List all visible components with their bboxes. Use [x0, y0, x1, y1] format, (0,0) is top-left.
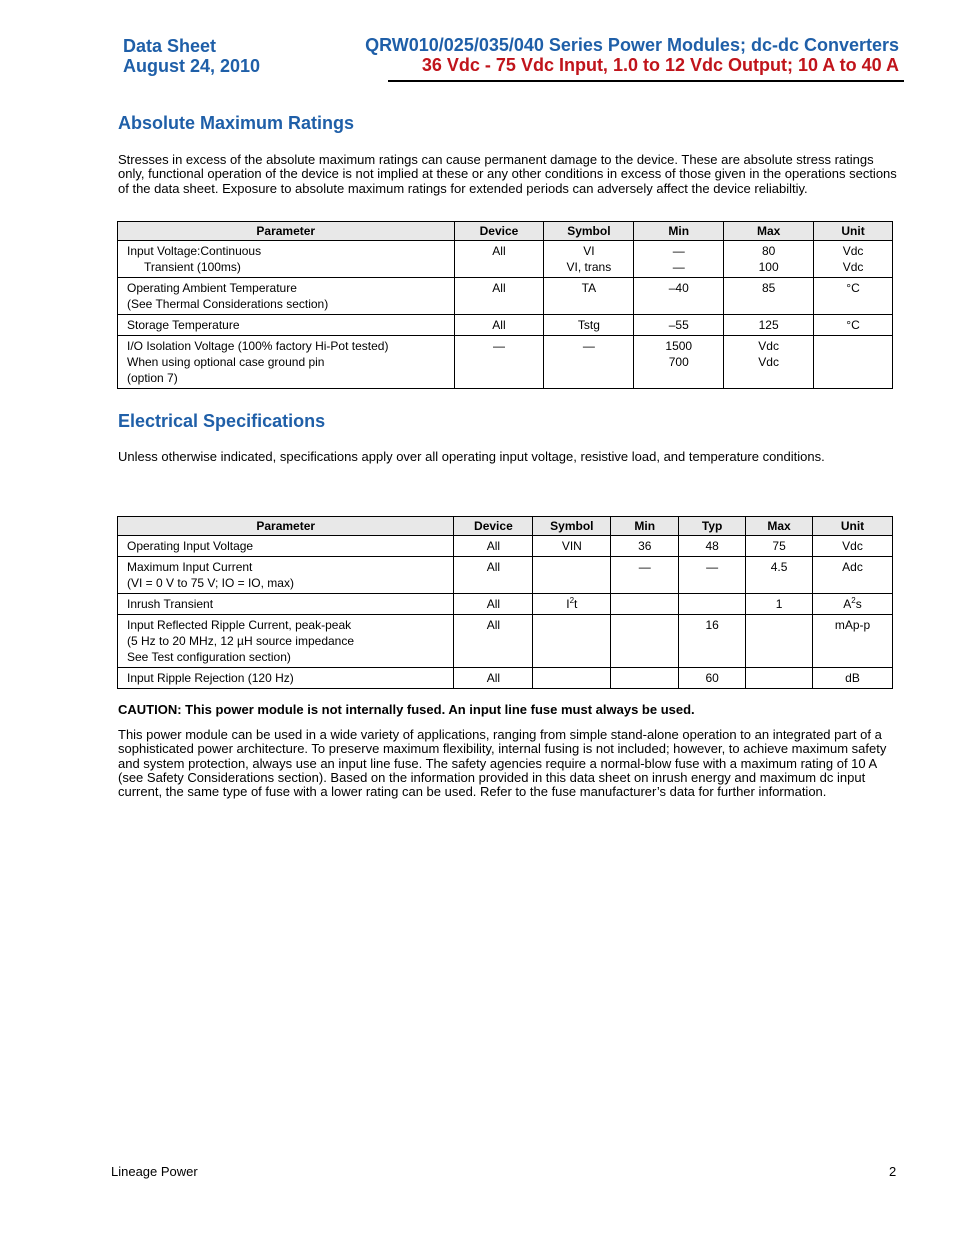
device-cell: All	[454, 241, 544, 278]
unit-base: A	[843, 597, 852, 611]
unit-tail: s	[855, 597, 862, 611]
device-cell: —	[454, 336, 544, 389]
max-cell: 75	[746, 536, 813, 557]
param-cell	[118, 278, 455, 315]
page-number: 2	[889, 1164, 897, 1179]
param-line: (5 Hz to 20 MHz, 12 µH source impedance	[127, 634, 355, 648]
unit-cell: mAp-p	[813, 615, 893, 668]
min-cell	[634, 336, 724, 389]
footer-company: Lineage Power	[111, 1164, 198, 1179]
symbol-cell: TA	[544, 278, 634, 315]
col-header: Typ	[679, 517, 746, 536]
unit-cell	[814, 241, 893, 278]
symbol-line: VI, trans	[566, 260, 612, 274]
unit-cell	[813, 594, 893, 615]
symbol-cell	[544, 241, 634, 278]
param-cell	[118, 241, 455, 278]
max-cell: 85	[724, 278, 814, 315]
doc-date: August 24, 2010	[123, 56, 261, 76]
min-cell: –40	[634, 278, 724, 315]
es-table	[117, 516, 893, 689]
amr-heading: Absolute Maximum Ratings	[118, 113, 355, 133]
unit-cell: Vdc	[813, 536, 893, 557]
symbol-cell	[533, 615, 611, 668]
table-row	[118, 241, 893, 278]
unit-cell	[814, 336, 893, 389]
unit-cell: °C	[814, 315, 893, 336]
symbol-sup: 2	[569, 596, 575, 605]
unit-cell: Adc	[813, 557, 893, 594]
col-header: Unit	[813, 517, 893, 536]
param-cell: Inrush Transient	[118, 594, 454, 615]
col-header: Symbol	[533, 517, 611, 536]
table-row	[118, 278, 893, 315]
symbol-line: VI	[583, 244, 595, 258]
doc-type: Data Sheet	[123, 36, 217, 56]
col-header: Min	[611, 517, 679, 536]
table-row	[118, 315, 893, 336]
amr-intro: Stresses in excess of the absolute maximum ratings can cause permanent damage to the device. These are absolute stress ratings only, functional operation of the device is not implied at these or any other conditions in excess of those given in the operations sections of the data sheet. Exposure to absolute maximum ratings for extended periods can adversely affect the device reliabiltiy.	[118, 152, 897, 196]
min-cell: –55	[634, 315, 724, 336]
body-paragraph: This power module can be used in a wide variety of applications, ranging from simple stand-alone operation to an integrated part of a sophisticated power architecture. To preserve maximum flexibility, internal fusing is not included; however, to achieve maximum safety and system protection, always use an input line fuse. The safety agencies require a normal-blow fuse with a maximum rating of 10 A (see Safety Considerations section). Based on the information provided in this data sheet on inrush energy and maximum dc input current, the same type of fuse with a lower rating can be used. Refer to the fuse manufacturer’s data for further information.	[118, 727, 887, 800]
unit-sup: 2	[851, 596, 856, 605]
doc-subtitle: 36 Vdc - 75 Vdc Input, 1.0 to 12 Vdc Output; 10 A to 40 A	[421, 55, 899, 75]
param-cell	[118, 615, 454, 668]
col-header: Min	[634, 222, 724, 241]
col-header: Parameter	[118, 517, 454, 536]
col-header: Device	[454, 517, 533, 536]
table-header-row	[118, 517, 893, 536]
device-cell: All	[454, 278, 544, 315]
param-line: (See Thermal Considerations section)	[127, 297, 329, 311]
unit-line: Vdc	[842, 260, 864, 274]
max-cell	[724, 241, 814, 278]
param-line: (option 7)	[127, 371, 178, 385]
max-line: Vdc	[758, 355, 779, 369]
device-cell: All	[454, 557, 533, 594]
col-header: Max	[746, 517, 813, 536]
unit-cell: °C	[814, 278, 893, 315]
es-heading: Electrical Specifications	[118, 411, 326, 431]
col-header: Symbol	[544, 222, 634, 241]
header-rule	[388, 80, 904, 82]
device-cell: All	[454, 315, 544, 336]
min-cell: —	[611, 557, 679, 594]
col-header: Unit	[814, 222, 893, 241]
min-cell	[611, 668, 679, 689]
param-line: See Test configuration section)	[127, 650, 291, 664]
col-header: Max	[724, 222, 814, 241]
symbol-cell	[533, 668, 611, 689]
unit-line: Vdc	[842, 244, 864, 258]
max-cell: 125	[724, 315, 814, 336]
param-cell: Storage Temperature	[118, 315, 455, 336]
device-cell: All	[454, 594, 533, 615]
param-cell: Operating Input Voltage	[118, 536, 454, 557]
typ-cell: 60	[679, 668, 746, 689]
min-line: 700	[668, 355, 689, 369]
table-row	[118, 557, 893, 594]
min-cell	[611, 615, 679, 668]
max-cell: 4.5	[746, 557, 813, 594]
col-header: Device	[454, 222, 544, 241]
param-line: Input Reflected Ripple Current, peak-peak	[127, 618, 352, 632]
typ-cell: 16	[679, 615, 746, 668]
min-cell	[611, 594, 679, 615]
param-line: I/O Isolation Voltage (100% factory Hi-Pot tested)	[127, 339, 389, 353]
table-row	[118, 536, 893, 557]
header-left	[123, 36, 260, 76]
col-header: Parameter	[118, 222, 455, 241]
max-cell	[724, 336, 814, 389]
param-line: Input Voltage:Continuous	[127, 244, 262, 258]
max-cell	[746, 668, 813, 689]
table-row	[118, 336, 893, 389]
device-cell: All	[454, 668, 533, 689]
min-cell	[634, 241, 724, 278]
table-row	[118, 668, 893, 689]
param-cell: Input Ripple Rejection (120 Hz)	[118, 668, 454, 689]
es-intro: Unless otherwise indicated, specifications apply over all operating input voltage, resistive load, and temperature conditions.	[118, 449, 825, 464]
table-header-row	[118, 222, 893, 241]
device-cell: All	[454, 536, 533, 557]
symbol-cell: —	[544, 336, 634, 389]
param-line: When using optional case ground pin	[127, 355, 325, 369]
param-line: (VI = 0 V to 75 V; IO = IO, max)	[127, 576, 294, 590]
table-row	[118, 615, 893, 668]
max-line: 100	[758, 260, 779, 274]
symbol-cell: VIN	[533, 536, 611, 557]
table-row	[118, 594, 893, 615]
typ-cell	[679, 594, 746, 615]
min-line: —	[672, 260, 685, 274]
max-line: Vdc	[758, 339, 779, 353]
param-cell	[118, 557, 454, 594]
max-line: 80	[761, 244, 776, 258]
amr-table	[117, 221, 893, 389]
symbol-cell	[533, 594, 611, 615]
doc-title: QRW010/025/035/040 Series Power Modules; dc-dc Converters	[365, 35, 899, 55]
max-cell: 1	[746, 594, 813, 615]
symbol-cell	[533, 557, 611, 594]
param-line: Transient (100ms)	[144, 260, 241, 274]
max-cell	[746, 615, 813, 668]
symbol-base: I	[566, 597, 570, 611]
device-cell: All	[454, 615, 533, 668]
min-cell: 36	[611, 536, 679, 557]
unit-cell: dB	[813, 668, 893, 689]
param-line: Operating Ambient Temperature	[127, 281, 297, 295]
typ-cell: 48	[679, 536, 746, 557]
param-line: Maximum Input Current	[127, 560, 253, 574]
param-cell	[118, 336, 455, 389]
caution-note: CAUTION: This power module is not internally fused. An input line fuse must always be used.	[118, 702, 695, 717]
min-line: 1500	[665, 339, 693, 353]
min-line: —	[672, 244, 685, 258]
symbol-tail: t	[574, 597, 578, 611]
typ-cell: —	[679, 557, 746, 594]
header-right	[365, 35, 899, 75]
symbol-cell: Tstg	[544, 315, 634, 336]
